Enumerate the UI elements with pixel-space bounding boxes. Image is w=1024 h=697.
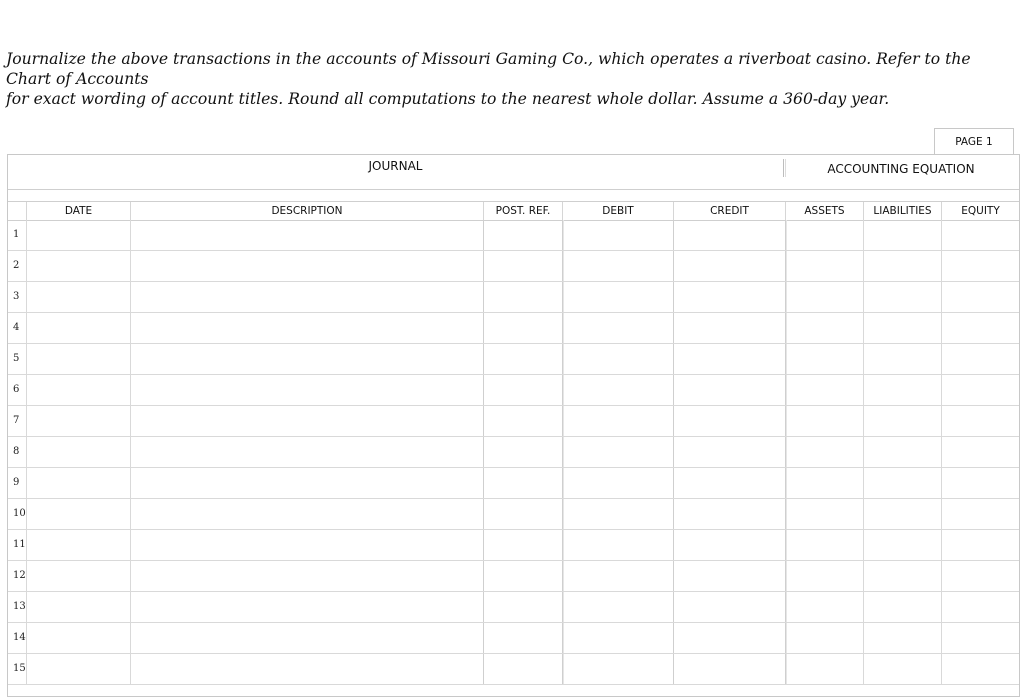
post-ref-cell[interactable] (483, 406, 562, 436)
column-header-debit: DEBIT (562, 202, 673, 220)
equity-cell[interactable] (941, 251, 1019, 281)
post-ref-cell[interactable] (483, 251, 562, 281)
row-number: 2 (13, 260, 20, 271)
date-cell[interactable] (26, 282, 130, 312)
row-number: 11 (13, 539, 26, 550)
description-cell[interactable] (130, 561, 483, 591)
equity-cell[interactable] (941, 220, 1019, 250)
equity-cell[interactable] (941, 530, 1019, 560)
credit-cell[interactable] (673, 282, 785, 312)
liabilities-cell[interactable] (863, 499, 941, 529)
date-cell[interactable] (26, 592, 130, 622)
equity-cell[interactable] (941, 592, 1019, 622)
assets-cell[interactable] (785, 561, 863, 591)
credit-cell[interactable] (673, 592, 785, 622)
date-cell[interactable] (26, 654, 130, 684)
description-cell[interactable] (130, 468, 483, 498)
description-cell[interactable] (130, 251, 483, 281)
description-cell[interactable] (130, 499, 483, 529)
equity-cell[interactable] (941, 406, 1019, 436)
credit-cell[interactable] (673, 561, 785, 591)
column-header-date: DATE (26, 202, 130, 220)
assets-cell[interactable] (785, 375, 863, 405)
debit-cell[interactable] (562, 592, 673, 622)
column-header-liabilities: LIABILITIES (863, 202, 941, 220)
post-ref-cell[interactable] (483, 220, 562, 250)
section-divider (783, 159, 784, 177)
debit-cell[interactable] (562, 313, 673, 343)
credit-cell[interactable] (673, 530, 785, 560)
liabilities-cell[interactable] (863, 282, 941, 312)
credit-cell[interactable] (673, 406, 785, 436)
credit-cell[interactable] (673, 623, 785, 653)
date-cell[interactable] (26, 313, 130, 343)
equity-cell[interactable] (941, 282, 1019, 312)
description-cell[interactable] (130, 530, 483, 560)
description-cell[interactable] (130, 344, 483, 374)
column-header-assets: ASSETS (785, 202, 863, 220)
row-number: 1 (13, 229, 20, 240)
journal-row (8, 561, 1019, 592)
credit-cell[interactable] (673, 654, 785, 684)
journal-sheet (7, 154, 1020, 697)
row-number: 14 (13, 632, 26, 643)
assets-cell[interactable] (785, 530, 863, 560)
post-ref-cell[interactable] (483, 375, 562, 405)
assets-cell[interactable] (785, 313, 863, 343)
assets-cell[interactable] (785, 251, 863, 281)
assets-cell[interactable] (785, 654, 863, 684)
journal-row (8, 282, 1019, 313)
journal-row (8, 220, 1019, 251)
assets-cell[interactable] (785, 220, 863, 250)
equity-cell[interactable] (941, 499, 1019, 529)
debit-cell[interactable] (562, 623, 673, 653)
post-ref-cell[interactable] (483, 530, 562, 560)
credit-cell[interactable] (673, 375, 785, 405)
instructions-line-2: for exact wording of account titles. Round all computations to the nearest whole dollar. Assume a 360-day year. (6, 90, 890, 108)
journal-row (8, 251, 1019, 282)
date-cell[interactable] (26, 344, 130, 374)
instructions-text (6, 49, 1018, 109)
debit-cell[interactable] (562, 344, 673, 374)
description-cell[interactable] (130, 654, 483, 684)
equity-cell[interactable] (941, 375, 1019, 405)
post-ref-cell[interactable] (483, 282, 562, 312)
column-header-post-ref: POST. REF. (483, 202, 562, 220)
column-header-equity: EQUITY (941, 202, 1019, 220)
assets-cell[interactable] (785, 468, 863, 498)
debit-cell[interactable] (562, 654, 673, 684)
date-cell[interactable] (26, 437, 130, 467)
description-cell[interactable] (130, 220, 483, 250)
debit-cell[interactable] (562, 282, 673, 312)
description-cell[interactable] (130, 437, 483, 467)
credit-cell[interactable] (673, 251, 785, 281)
journal-row (8, 375, 1019, 406)
credit-cell[interactable] (673, 468, 785, 498)
assets-cell[interactable] (785, 282, 863, 312)
row-number: 7 (13, 415, 20, 426)
credit-cell[interactable] (673, 220, 785, 250)
date-cell[interactable] (26, 530, 130, 560)
date-cell[interactable] (26, 251, 130, 281)
credit-cell[interactable] (673, 499, 785, 529)
assets-cell[interactable] (785, 592, 863, 622)
debit-cell[interactable] (562, 375, 673, 405)
liabilities-cell[interactable] (863, 313, 941, 343)
equity-cell[interactable] (941, 437, 1019, 467)
column-header-row (8, 201, 1019, 221)
equity-cell[interactable] (941, 623, 1019, 653)
liabilities-cell[interactable] (863, 375, 941, 405)
liabilities-cell[interactable] (863, 561, 941, 591)
assets-cell[interactable] (785, 437, 863, 467)
post-ref-cell[interactable] (483, 654, 562, 684)
journal-row (8, 468, 1019, 499)
post-ref-cell[interactable] (483, 499, 562, 529)
journal-rows (8, 220, 1019, 685)
journal-row (8, 623, 1019, 654)
liabilities-cell[interactable] (863, 251, 941, 281)
description-cell[interactable] (130, 623, 483, 653)
debit-cell[interactable] (562, 468, 673, 498)
description-cell[interactable] (130, 375, 483, 405)
row-number: 9 (13, 477, 20, 488)
debit-cell[interactable] (562, 437, 673, 467)
post-ref-cell[interactable] (483, 592, 562, 622)
row-number: 4 (13, 322, 20, 333)
post-ref-cell[interactable] (483, 313, 562, 343)
description-cell[interactable] (130, 282, 483, 312)
debit-cell[interactable] (562, 251, 673, 281)
liabilities-cell[interactable] (863, 592, 941, 622)
debit-cell[interactable] (562, 561, 673, 591)
journal-row (8, 654, 1019, 685)
liabilities-cell[interactable] (863, 654, 941, 684)
credit-cell[interactable] (673, 437, 785, 467)
liabilities-cell[interactable] (863, 530, 941, 560)
row-number: 10 (13, 508, 26, 519)
liabilities-cell[interactable] (863, 344, 941, 374)
journal-header-band (8, 155, 1019, 190)
credit-cell[interactable] (673, 344, 785, 374)
description-cell[interactable] (130, 406, 483, 436)
date-cell[interactable] (26, 406, 130, 436)
row-number: 3 (13, 291, 20, 302)
credit-cell[interactable] (673, 313, 785, 343)
journal-row (8, 406, 1019, 437)
journal-row (8, 344, 1019, 375)
liabilities-cell[interactable] (863, 623, 941, 653)
journal-row (8, 313, 1019, 344)
row-number: 6 (13, 384, 20, 395)
date-cell[interactable] (26, 623, 130, 653)
row-number: 8 (13, 446, 20, 457)
column-header-description: DESCRIPTION (130, 202, 483, 220)
date-cell[interactable] (26, 499, 130, 529)
journal-row (8, 437, 1019, 468)
description-cell[interactable] (130, 313, 483, 343)
row-number: 5 (13, 353, 20, 364)
liabilities-cell[interactable] (863, 437, 941, 467)
assets-cell[interactable] (785, 499, 863, 529)
journal-row (8, 530, 1019, 561)
column-header-credit: CREDIT (673, 202, 785, 220)
equity-cell[interactable] (941, 654, 1019, 684)
assets-cell[interactable] (785, 406, 863, 436)
debit-cell[interactable] (562, 499, 673, 529)
post-ref-cell[interactable] (483, 437, 562, 467)
date-cell[interactable] (26, 561, 130, 591)
debit-cell[interactable] (562, 220, 673, 250)
equity-cell[interactable] (941, 561, 1019, 591)
journal-title: JOURNAL (368, 159, 423, 173)
post-ref-cell[interactable] (483, 468, 562, 498)
row-number: 12 (13, 570, 26, 581)
equity-cell[interactable] (941, 313, 1019, 343)
row-number: 15 (13, 663, 26, 674)
page-label: PAGE 1 (934, 128, 1014, 155)
row-number: 13 (13, 601, 26, 612)
description-cell[interactable] (130, 592, 483, 622)
date-cell[interactable] (26, 468, 130, 498)
date-cell[interactable] (26, 220, 130, 250)
journal-row (8, 592, 1019, 623)
post-ref-cell[interactable] (483, 623, 562, 653)
post-ref-cell[interactable] (483, 561, 562, 591)
instructions-line-1: Journalize the above transactions in the accounts of Missouri Gaming Co., which operates a riverboat casino. Refer to the Chart of Accounts (6, 50, 971, 88)
assets-cell[interactable] (785, 344, 863, 374)
post-ref-cell[interactable] (483, 344, 562, 374)
date-cell[interactable] (26, 375, 130, 405)
accounting-equation-title: ACCOUNTING EQUATION (827, 162, 975, 176)
liabilities-cell[interactable] (863, 468, 941, 498)
debit-cell[interactable] (562, 530, 673, 560)
liabilities-cell[interactable] (863, 220, 941, 250)
debit-cell[interactable] (562, 406, 673, 436)
journal-row (8, 499, 1019, 530)
liabilities-cell[interactable] (863, 406, 941, 436)
assets-cell[interactable] (785, 623, 863, 653)
equity-cell[interactable] (941, 468, 1019, 498)
equity-cell[interactable] (941, 344, 1019, 374)
